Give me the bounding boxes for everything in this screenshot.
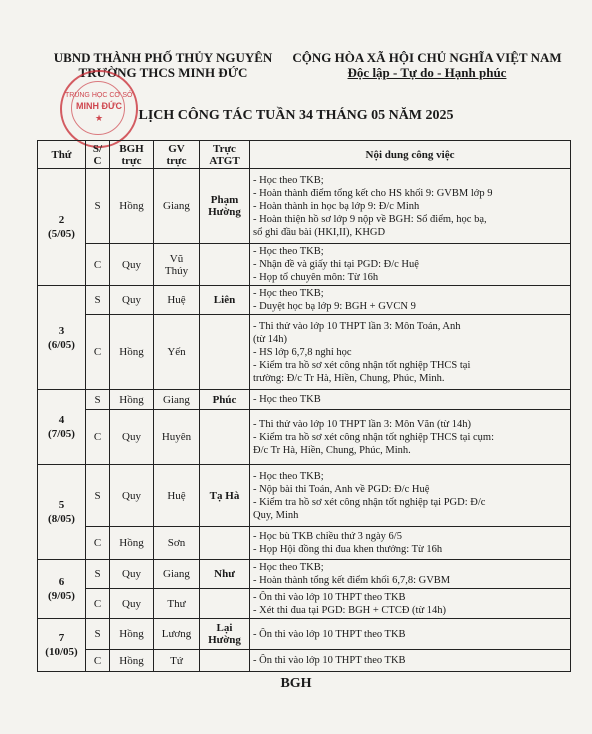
bgh-cell: Quy [110, 465, 154, 527]
day-date: (9/05) [48, 590, 75, 602]
table-row [38, 410, 571, 465]
bgh-cell: Hồng [110, 650, 154, 672]
table-row [38, 286, 571, 315]
gv-cell: Giang [154, 560, 200, 589]
day-date: (8/05) [48, 513, 75, 525]
work-line: Quy, Minh [253, 509, 299, 521]
work-line: - Hoàn thành điểm tổng kết cho HS khối 9: GVBM lớp 9 [253, 187, 493, 199]
table-row [38, 527, 571, 560]
work-line: - Ôn thi vào lớp 10 THPT theo TKB [253, 655, 406, 666]
bgh-cell: Quy [110, 560, 154, 589]
gv-cell: Huệ [154, 286, 200, 315]
table-row [38, 244, 571, 286]
nation-line2: Độc lập - Tự do - Hạnh phúc [347, 65, 507, 80]
bgh-cell: Hồng [110, 315, 154, 390]
star-icon: ★ [94, 113, 104, 123]
header-content: Nội dung công việc [250, 141, 571, 169]
day-number: 2 [58, 214, 65, 226]
header-gv: GV trực [154, 141, 200, 169]
work-line: (từ 14h) [253, 333, 287, 345]
session-cell: S [86, 560, 110, 589]
day-number: 7 [58, 632, 65, 644]
seal-top-text: TRUNG HỌC CƠ SỞ [64, 92, 133, 99]
session-cell: S [86, 286, 110, 315]
nation-header [292, 50, 562, 80]
work-line: - Học bù TKB chiều thứ 3 ngày 6/5 [253, 531, 402, 542]
atgt-cell [200, 650, 250, 672]
atgt-cell: Lại Hường [200, 619, 250, 650]
work-content-cell [250, 390, 571, 410]
schedule-table [37, 140, 571, 672]
work-content-cell [250, 650, 571, 672]
day-cell [38, 560, 86, 619]
work-line: - Họp tổ chuyên môn: Từ 16h [253, 272, 379, 283]
session-cell: S [86, 169, 110, 244]
table-row [38, 589, 571, 619]
session-cell: C [86, 527, 110, 560]
bgh-cell: Hồng [110, 169, 154, 244]
atgt-cell [200, 244, 250, 286]
day-date: (10/05) [45, 646, 78, 658]
org-line2: TRƯỜNG THCS MINH ĐỨC [78, 65, 248, 80]
bgh-cell: Hồng [110, 527, 154, 560]
work-content-cell [250, 410, 571, 465]
work-content-cell [250, 169, 571, 244]
work-line: - Thi thử vào lớp 10 THPT lần 3: Môn Văn (từ 14h) [253, 418, 471, 430]
work-content-cell [250, 619, 571, 650]
day-number: 6 [58, 576, 65, 588]
work-line: - Kiểm tra hồ sơ xét công nhận tốt nghiệp tại PGD: Đ/c [253, 496, 486, 508]
session-cell: C [86, 589, 110, 619]
day-number: 5 [58, 499, 65, 511]
table-row [38, 169, 571, 244]
day-cell [38, 169, 86, 286]
work-line: - Xét thi đua tại PGD: BGH + CTCĐ (từ 14h) [253, 604, 447, 616]
gv-cell: Huyên [154, 410, 200, 465]
work-line: - Hoàn thành in học bạ lớp 9: Đ/c Minh [253, 200, 420, 212]
day-date: (6/05) [48, 338, 75, 351]
work-content-cell [250, 286, 571, 315]
day-cell [38, 465, 86, 560]
gv-cell: Vũ Thúy [154, 244, 200, 286]
table-row [38, 315, 571, 390]
work-line: - Ôn thi vào lớp 10 THPT theo TKB [253, 591, 406, 603]
atgt-cell: Phúc [200, 390, 250, 410]
gv-cell: Thư [154, 589, 200, 619]
table-row [38, 465, 571, 527]
session-cell: S [86, 465, 110, 527]
bgh-cell: Quy [110, 286, 154, 315]
day-cell [38, 286, 86, 390]
atgt-cell: Liên [200, 286, 250, 315]
work-content-cell [250, 527, 571, 560]
work-line: - Ôn thi vào lớp 10 THPT theo TKB [253, 628, 406, 640]
work-line: - Học theo TKB [253, 394, 321, 405]
work-line: Đ/c Tr Hà, Hiền, Chung, Phúc, Minh. [253, 444, 411, 456]
seal-center-text: MINH ĐỨC [76, 101, 122, 111]
gv-cell: Lương [154, 619, 200, 650]
session-cell: S [86, 619, 110, 650]
work-line: - Kiểm tra hồ sơ xét công nhận tốt nghiệp THCS tại [253, 359, 471, 371]
work-content-cell [250, 560, 571, 589]
work-content-cell [250, 589, 571, 619]
day-cell [38, 619, 86, 672]
table-row [38, 390, 571, 410]
session-cell: C [86, 410, 110, 465]
work-line: - HS lớp 6,7,8 nghỉ học [253, 346, 352, 358]
work-line: - Thi thử vào lớp 10 THPT lần 3: Môn Toán, Anh [253, 320, 461, 332]
work-line: sổ ghi đầu bài (HKI,II), KHGD [253, 226, 386, 238]
gv-cell: Sơn [154, 527, 200, 560]
header-session: S/ C [86, 141, 110, 169]
atgt-cell: Phạm Hường [200, 169, 250, 244]
table-header-row [38, 141, 571, 169]
bgh-cell: Hồng [110, 390, 154, 410]
atgt-cell [200, 527, 250, 560]
nation-line1: CỘNG HÒA XÃ HỘI CHỦ NGHĨA VIỆT NAM [292, 50, 562, 65]
atgt-cell: Như [200, 560, 250, 589]
header-day: Thứ [38, 141, 86, 169]
session-cell: C [86, 244, 110, 286]
day-date: (5/05) [48, 228, 75, 240]
signature-label: BGH [280, 676, 312, 691]
atgt-cell [200, 410, 250, 465]
work-content-cell [250, 244, 571, 286]
work-content-cell [250, 315, 571, 390]
session-cell: C [86, 650, 110, 672]
bgh-cell: Quy [110, 589, 154, 619]
table-row [38, 650, 571, 672]
day-cell [38, 390, 86, 465]
work-line: - Kiểm tra hồ sơ xét công nhận tốt nghiệp THCS tại cụm: [253, 431, 494, 443]
table-row [38, 560, 571, 589]
table-row [38, 619, 571, 650]
day-number: 3 [58, 324, 65, 337]
work-line: - Học theo TKB; [253, 246, 324, 257]
work-line: - Nhận đề và giấy thi tại PGD: Đ/c Huệ [253, 259, 419, 270]
session-cell: C [86, 315, 110, 390]
work-line: - Hoàn thành tổng kết điểm khối 6,7,8: GVBM [253, 575, 451, 586]
atgt-cell [200, 315, 250, 390]
work-line: - Hoàn thiện hồ sơ lớp 9 nộp về BGH: Sổ điểm, học bạ, [253, 213, 487, 225]
header-bgh: BGH trực [110, 141, 154, 169]
gv-cell: Huệ [154, 465, 200, 527]
org-line1: UBND THÀNH PHỐ THỦY NGUYÊN [53, 50, 273, 65]
work-line: trường: Đ/c Tr Hà, Hiền, Chung, Phúc, Minh. [253, 372, 445, 384]
bgh-cell: Quy [110, 410, 154, 465]
page-title: LỊCH CÔNG TÁC TUẦN 34 THÁNG 05 NĂM 2025 [138, 108, 454, 123]
gv-cell: Yến [154, 315, 200, 390]
gv-cell: Giang [154, 390, 200, 410]
header-atgt: Trực ATGT [200, 141, 250, 169]
work-line: - Nộp bài thi Toán, Anh về PGD: Đ/c Huệ [253, 483, 430, 495]
day-number: 4 [58, 414, 65, 426]
bgh-cell: Quy [110, 244, 154, 286]
work-line: - Duyệt học bạ lớp 9: BGH + GVCN 9 [253, 301, 416, 312]
session-cell: S [86, 390, 110, 410]
bgh-cell: Hồng [110, 619, 154, 650]
work-line: - Họp Hội đồng thi đua khen thưởng: Từ 16h [253, 544, 443, 555]
atgt-cell [200, 589, 250, 619]
work-line: - Học theo TKB; [253, 562, 324, 573]
gv-cell: Tứ [154, 650, 200, 672]
day-date: (7/05) [48, 428, 75, 440]
work-line: - Học theo TKB; [253, 288, 324, 299]
gv-cell: Giang [154, 169, 200, 244]
atgt-cell: Tạ Hà [200, 465, 250, 527]
work-line: - Học theo TKB; [253, 470, 324, 482]
work-line: - Học theo TKB; [253, 174, 324, 186]
work-content-cell [250, 465, 571, 527]
